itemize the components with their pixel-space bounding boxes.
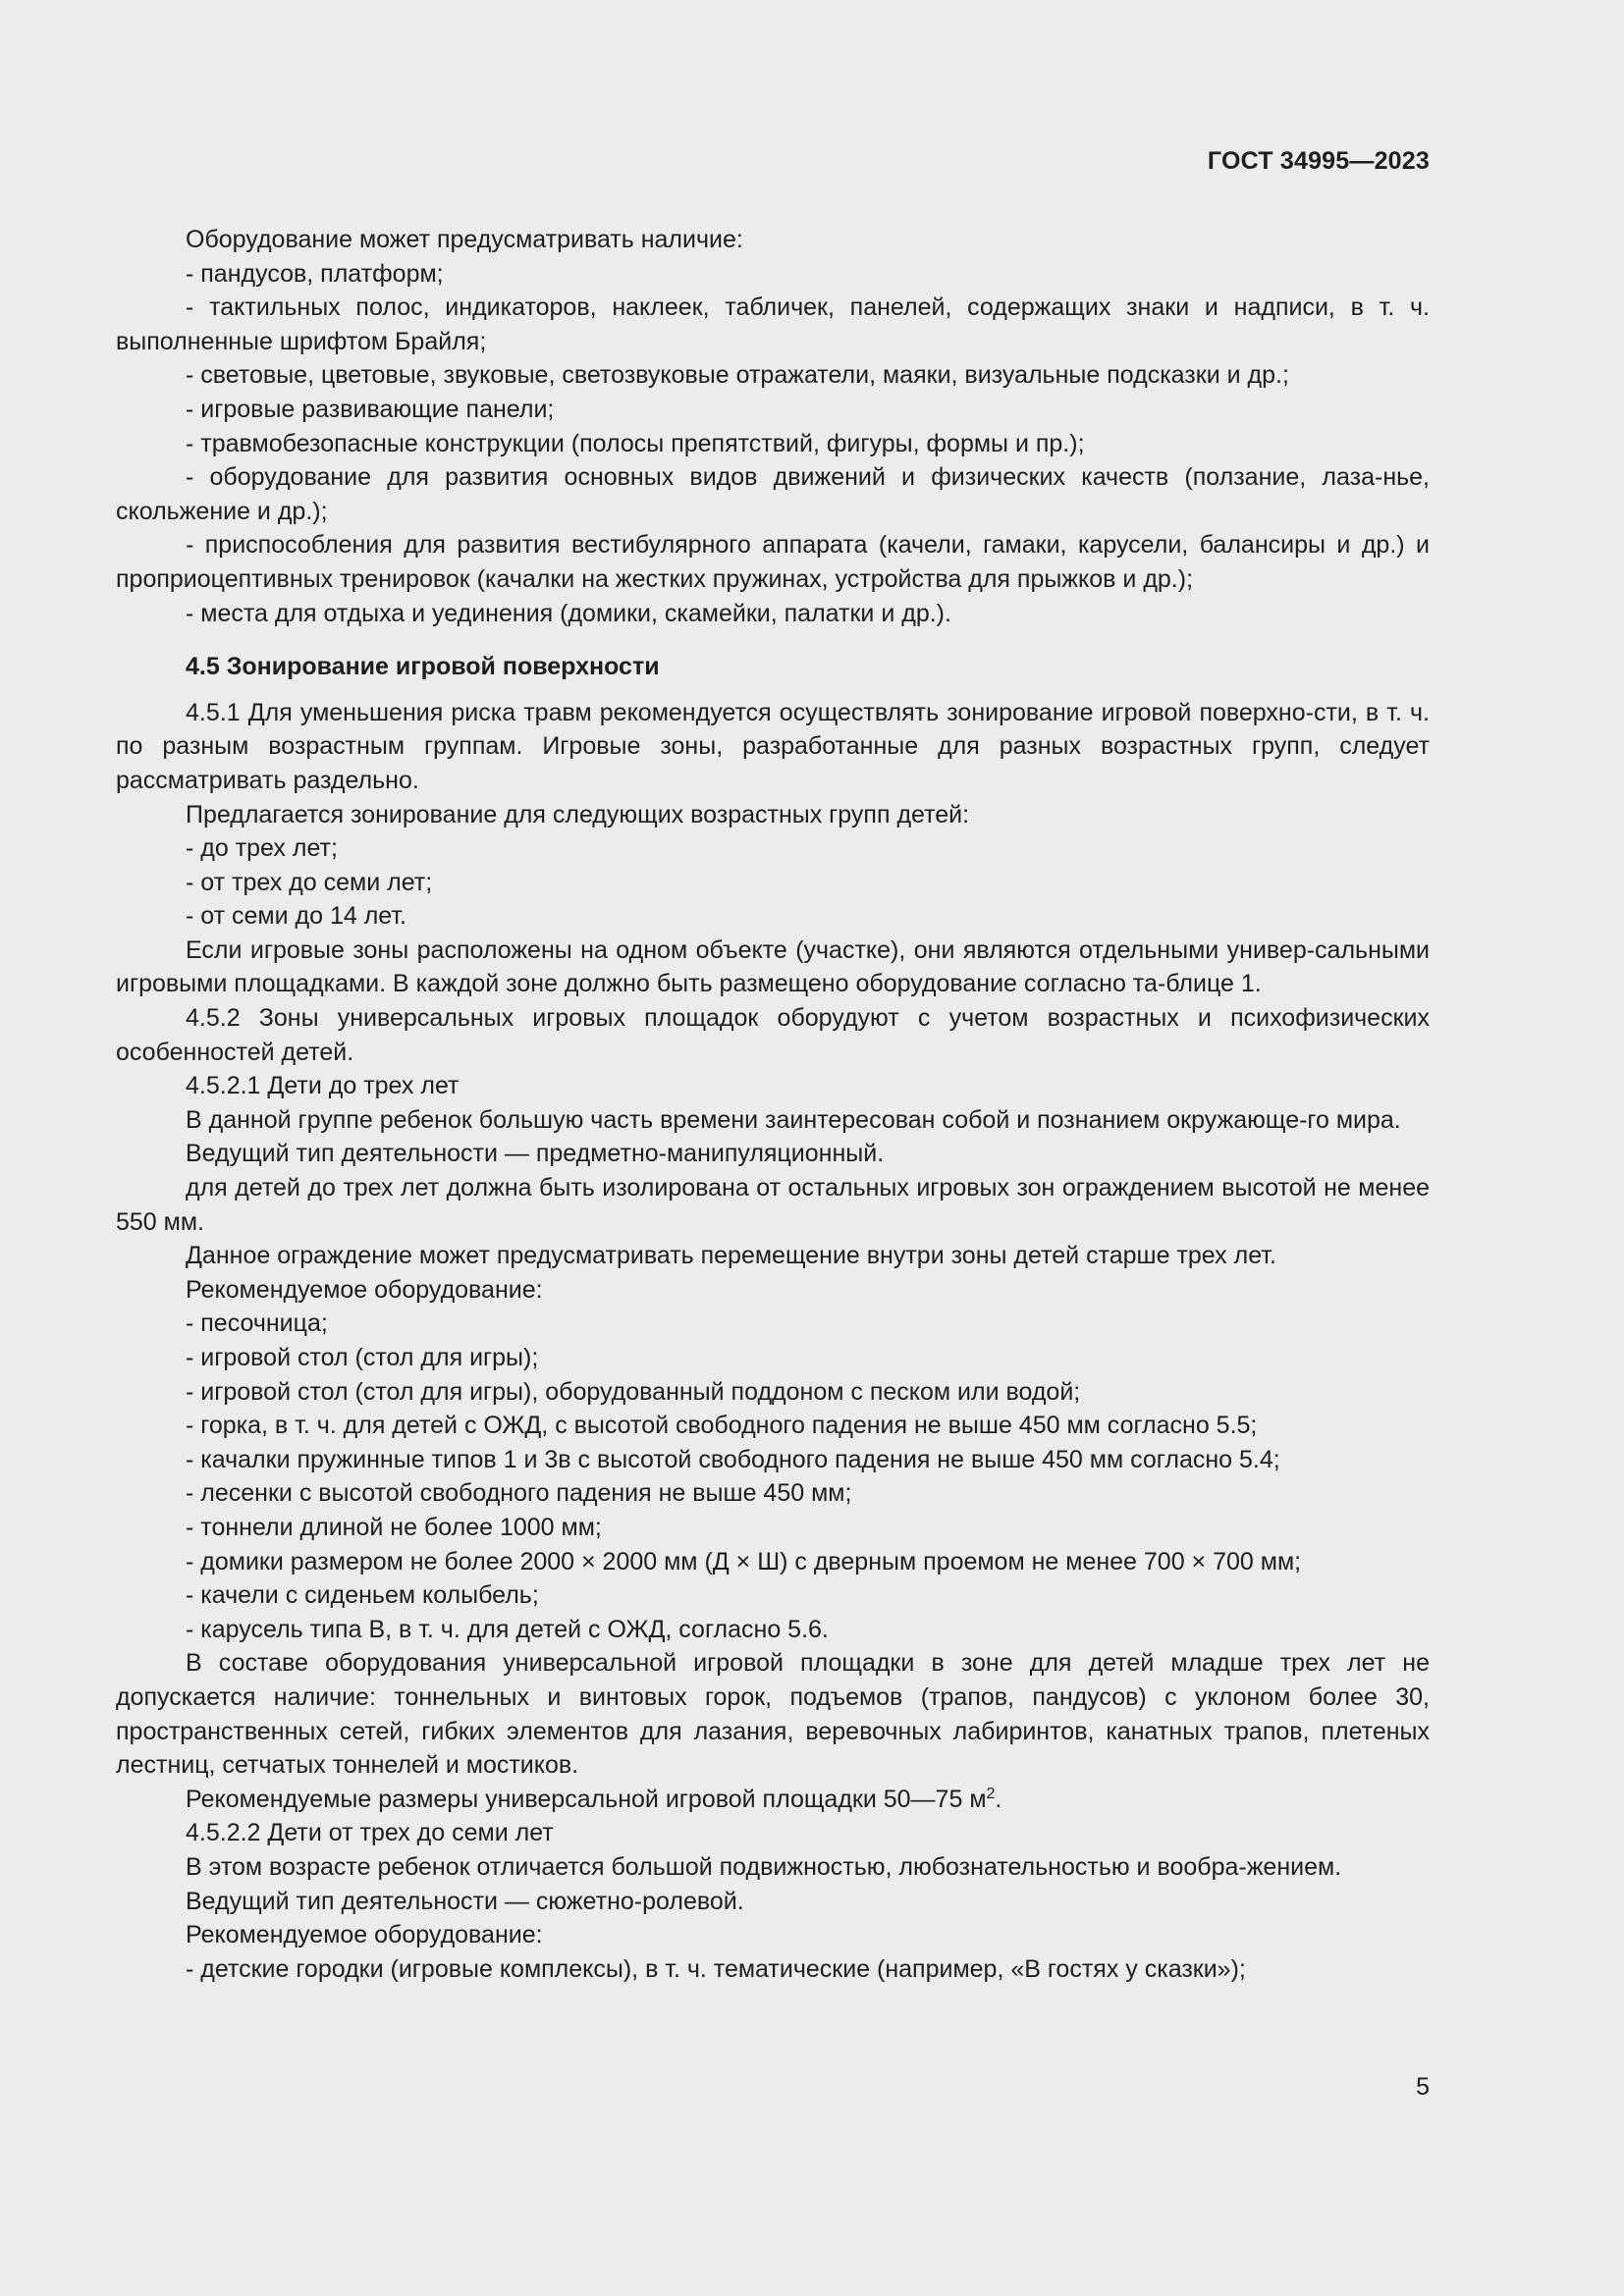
list-item: - качели с сиденьем колыбель; <box>186 1581 539 1610</box>
superscript: 2 <box>986 1785 996 1802</box>
paragraph: Данное ограждение может предусматривать перемещение внутри зоны детей старше трех лет. <box>186 1242 1276 1270</box>
section-heading: 4.5 Зонирование игровой поверхности <box>186 653 660 681</box>
list-item: - игровой стол (стол для игры), оборудованный поддоном с песком или водой; <box>186 1377 1081 1406</box>
paragraph: Если игровые зоны расположены на одном объекте (участке), они являются отдельными универ-сальными игровыми площадками. В каждой зоне должно быть размещено оборудование согласно та-блице 1. <box>116 935 1430 998</box>
paragraph: Рекомендуемое оборудование: <box>186 1275 543 1304</box>
list-item: - травмобезопасные конструкции (полосы препятствий, фигуры, формы и пр.); <box>186 429 1085 457</box>
list-item: - пандусов, платформ; <box>186 259 444 288</box>
page-body <box>116 223 1430 1986</box>
list-item: - места для отдыха и уединения (домики, скамейки, палатки и др.). <box>186 599 951 627</box>
list-item: - игровой стол (стол для игры); <box>186 1344 539 1371</box>
list-item: - до трех лет; <box>186 834 338 863</box>
paragraph <box>116 1783 1430 1817</box>
list-item: - качалки пружинные типов 1 и 3в с высотой свободного падения не выше 450 мм согласно 5.4; <box>186 1445 1280 1473</box>
paragraph: Ведущий тип деятельности — сюжетно-ролевой. <box>186 1887 744 1915</box>
list-item: - от семи до 14 лет. <box>186 902 406 931</box>
list-item: - песочница; <box>186 1309 328 1338</box>
paragraph: для детей до трех лет должна быть изолирована от остальных игровых зон ограждением высотой не менее 550 мм. <box>116 1174 1430 1236</box>
paragraph: 4.5.2 Зоны универсальных игровых площадок оборудуют с учетом возрастных и психофизических особенностей детей. <box>116 1004 1430 1066</box>
list-item: - тактильных полос, индикаторов, наклеек, табличек, панелей, содержащих знаки и надписи, в т. ч. выполненные шрифтом Брайля; <box>116 294 1430 355</box>
paragraph: Предлагается зонирование для следующих возрастных групп детей: <box>186 800 970 828</box>
paragraph: 4.5.1 Для уменьшения риска травм рекомендуется осуществлять зонирование игровой поверхно-сти, в т. ч. по разным возрастным группам. Игровые зоны, разработанные для разных возрастных групп, следует рассматривать раздельно. <box>116 698 1430 794</box>
list-item: - горка, в т. ч. для детей с ОЖД, с высотой свободного падения не выше 450 мм согласно 5.5; <box>186 1412 1258 1440</box>
paragraph: 4.5.2.2 Дети от трех до семи лет <box>186 1819 554 1847</box>
list-item: - тоннели длиной не более 1000 мм; <box>186 1513 602 1541</box>
paragraph: Ведущий тип деятельности — предметно-манипуляционный. <box>186 1140 885 1168</box>
paragraph: В составе оборудования универсальной игровой площадки в зоне для детей младше трех лет не допускается наличие: тоннельных и винтовых горок, подъемов (трапов, пандусов) с уклоном более 30, пространственных сетей, гибких элементов для лазания, веревочных лабиринтов, канатных трапов, плетеных лестниц, сетчатых тоннелей и мостиков. <box>116 1649 1430 1780</box>
list-item: - детские городки (игровые комплексы), в т. ч. тематические (например, «В гостях у сказки»); <box>186 1954 1246 1983</box>
list-item: - лесенки с высотой свободного падения не выше 450 мм; <box>186 1479 852 1508</box>
paragraph-text: Рекомендуемые размеры универсальной игровой площадки 50—75 м <box>186 1785 987 1813</box>
list-item: - домики размером не более 2000 × 2000 мм (Д × Ш) с дверным проемом не менее 700 × 700 мм; <box>186 1547 1302 1575</box>
list-item: - световые, цветовые, звуковые, светозвуковые отражатели, маяки, визуальные подсказки и др.; <box>186 361 1289 390</box>
paragraph: Оборудование может предусматривать наличие: <box>186 226 743 253</box>
list-item: - приспособления для развития вестибулярного аппарата (качели, гамаки, карусели, балансиры и др.) и проприоцептивных тренировок (качалки на жестких пружинах, устройства для прыжков и др.); <box>116 531 1430 593</box>
paragraph: Рекомендуемое оборудование: <box>186 1921 543 1949</box>
document-id-header: ГОСТ 34995—2023 <box>1207 147 1430 175</box>
paragraph: 4.5.2.1 Дети до трех лет <box>186 1072 460 1100</box>
paragraph: В данной группе ребенок большую часть времени заинтересован собой и познанием окружающе-го мира. <box>186 1105 1401 1134</box>
paragraph-text-end: . <box>995 1785 1002 1813</box>
paragraph: В этом возрасте ребенок отличается большой подвижностью, любознательностью и вообра-жением. <box>186 1852 1342 1881</box>
list-item: - оборудование для развития основных видов движений и физических качеств (ползание, лаза-нье, скольжение и др.); <box>116 463 1430 525</box>
page-number: 5 <box>1416 2073 1430 2101</box>
list-item: - игровые развивающие панели; <box>186 395 555 423</box>
list-item: - карусель типа В, в т. ч. для детей с ОЖД, согласно 5.6. <box>186 1615 829 1643</box>
list-item: - от трех до семи лет; <box>186 868 433 896</box>
